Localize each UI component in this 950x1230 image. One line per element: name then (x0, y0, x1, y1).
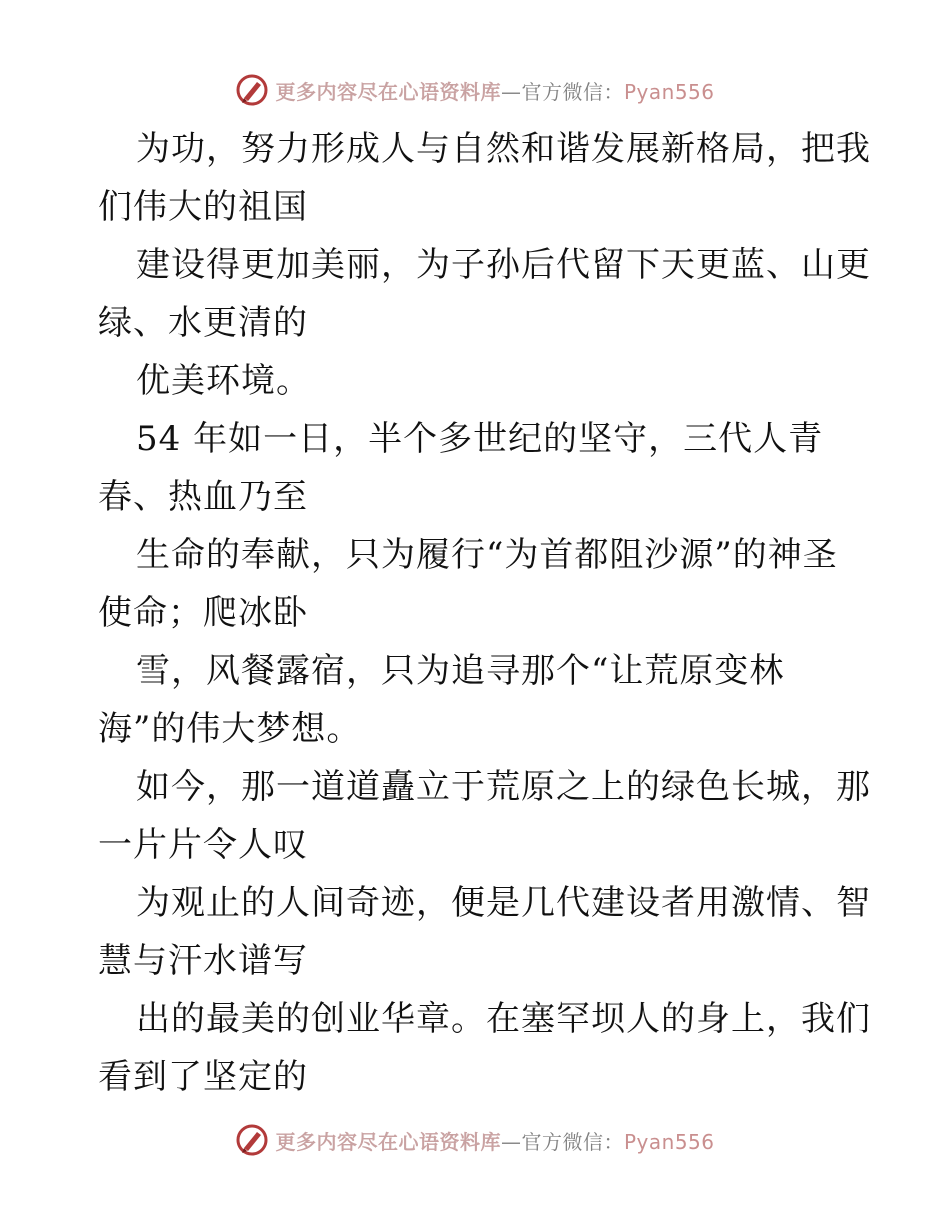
footer-label: 官方微信： (521, 1129, 624, 1154)
footer-main-text: 更多内容尽在心语资料库 (275, 1129, 501, 1154)
body-line: 雪，风餐露宿，只为追寻那个“让荒原变林 (136, 651, 785, 691)
header-main-text: 更多内容尽在心语资料库 (275, 79, 501, 104)
footer-separator: — (500, 1129, 522, 1154)
body-line: 们伟大的祖国 (98, 187, 308, 227)
body-line: 如今，那一道道矗立于荒原之上的绿色长城，那 (136, 767, 871, 807)
footer-banner (0, 1120, 950, 1160)
body-line: 春、热血乃至 (98, 477, 308, 517)
body-line: 优美环境。 (136, 361, 311, 401)
header-banner (0, 70, 950, 110)
body-line: 一片片令人叹 (98, 825, 308, 865)
header-account: Pyan556 (623, 79, 715, 104)
body-line: 出的最美的创业华章。在塞罕坝人的身上，我们 (136, 999, 871, 1039)
body-line: 绿、水更清的 (98, 303, 308, 343)
body-line: 生命的奉献，只为履行“为首都阻沙源”的神圣 (136, 535, 838, 575)
header-label: 官方微信： (521, 79, 624, 104)
body-line: 看到了坚定的 (98, 1057, 308, 1097)
body-line: 为功，努力形成人与自然和谐发展新格局，把我 (136, 129, 871, 169)
footer-account: Pyan556 (623, 1129, 715, 1154)
body-line: 为观止的人间奇迹，便是几代建设者用激情、智 (136, 883, 871, 923)
header-text (275, 76, 714, 105)
body-line: 慧与汗水谱写 (98, 941, 308, 981)
body-line: 54 年如一日，半个多世纪的坚守，三代人青 (136, 419, 824, 459)
body-line: 建设得更加美丽，为子孙后代留下天更蓝、山更 (136, 245, 871, 285)
body-line: 海”的伟大梦想。 (98, 709, 362, 749)
pen-logo-icon (235, 73, 269, 107)
footer-text (275, 1126, 714, 1155)
body-line: 使命；爬冰卧 (98, 593, 308, 633)
document-body (98, 120, 871, 1106)
header-separator: — (500, 79, 522, 104)
pen-logo-icon (235, 1123, 269, 1157)
